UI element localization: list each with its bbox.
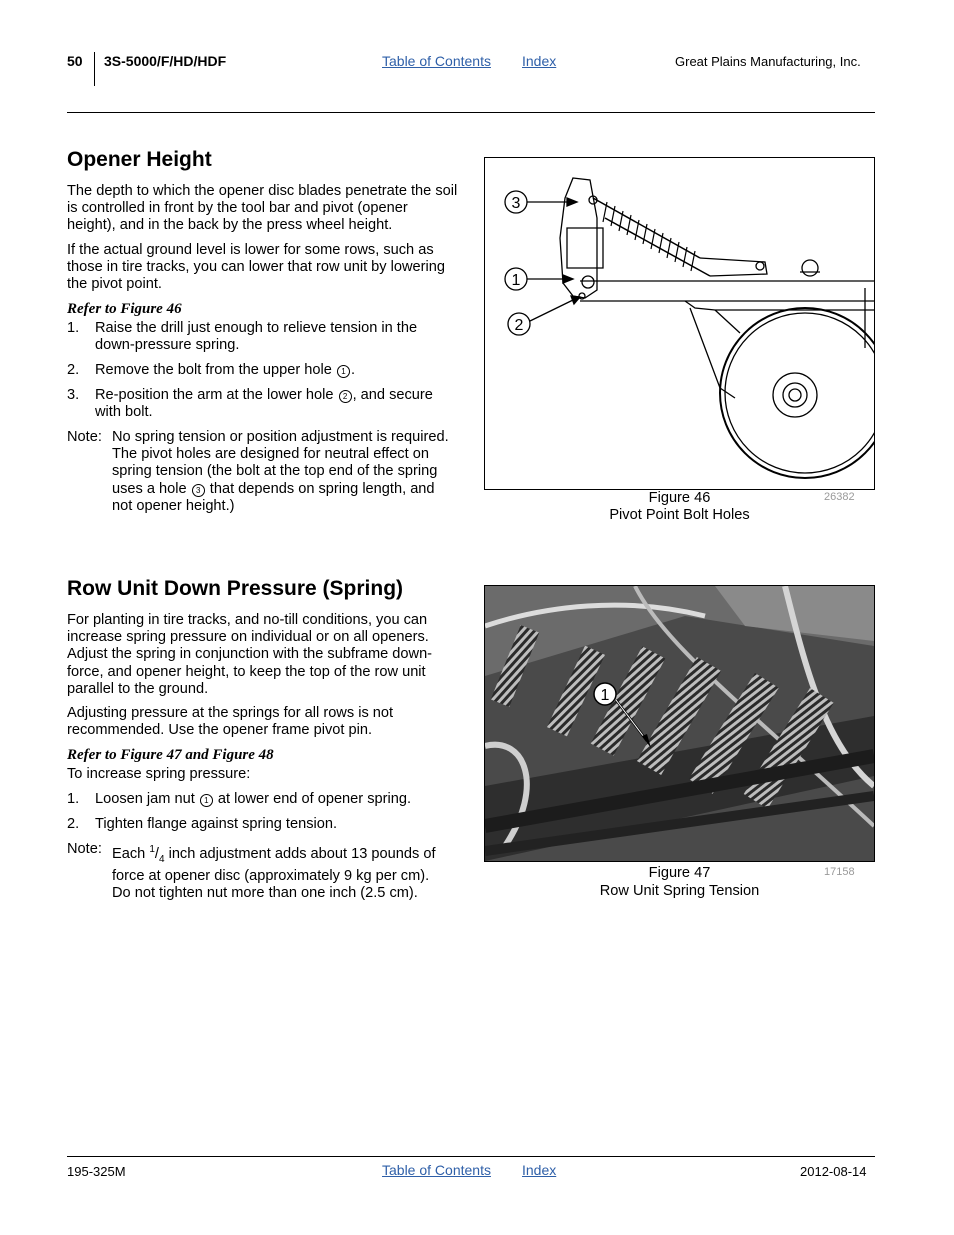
figure-46-id: 26382 [824, 491, 855, 503]
opener-height-paragraph-1: The depth to which the opener disc blades penetrate the soil is controlled in front by the tool bar and pivot (opener height), and in the back by the press wheel height. [67, 183, 458, 234]
figure-47-image [484, 585, 875, 862]
down-pressure-paragraph-2: Adjusting pressure at the springs for all rows is not recommended. Use the opener frame pivot pin. [67, 705, 394, 739]
header-index-link[interactable]: Index [522, 53, 557, 69]
note-label: Note: [67, 841, 102, 857]
step-number: 3. [67, 387, 80, 403]
step-number: 1. [67, 320, 80, 336]
note-text-post: that depends on spring length, and not opener height.) [112, 480, 435, 514]
callout-circle: 1 [200, 794, 213, 807]
step-number: 2. [67, 816, 80, 832]
step-text-pre: Remove the bolt from the upper hole [95, 362, 332, 378]
callout-circle: 2 [339, 390, 352, 403]
down-pressure-paragraph-1: For planting in tire tracks, and no-till conditions, you can increase spring pressure on individual or on all openers. Adjust the spring in conjunction with the subframe down-force, and opener height, to keep the top of the row unit parallel to the ground. [67, 612, 433, 697]
footer-toc-link[interactable]: Table of Contents [382, 1162, 491, 1178]
section-title-row-unit-down-pressure: Row Unit Down Pressure (Spring) [67, 577, 404, 600]
callout-circle: 3 [192, 484, 205, 497]
figure-47-caption-title: Row Unit Spring Tension [599, 883, 760, 899]
callout-circle: 1 [337, 365, 350, 378]
header-rule [67, 112, 875, 113]
step-text [95, 362, 457, 379]
note-line-1: inch adjustment adds about 13 pounds of [168, 845, 436, 862]
note-text-pre: No spring tension or position adjustment is required. The pivot holes are designed for neutral effect on spring tension (the bolt at the top end of the spring uses a hole [112, 429, 449, 497]
publication-date: 2012-08-14 [800, 1164, 867, 1179]
footer-rule [67, 1156, 875, 1157]
callout-1-label: 1 [511, 272, 521, 289]
step-text-post: , and secure with bolt. [95, 387, 433, 421]
company-name: Great Plains Manufacturing, Inc. [675, 54, 861, 69]
note-label: Note: [67, 429, 102, 445]
document-number: 195-325M [67, 1164, 126, 1179]
step-text: Tighten flange against spring tension. [95, 816, 338, 832]
pivot-point-illustration [485, 158, 874, 489]
refer-figure-46: Refer to Figure 46 [67, 301, 182, 317]
step-text: Raise the drill just enough to relieve tension in the down-pressure spring. [95, 320, 418, 354]
callout-2-label: 2 [514, 317, 524, 334]
figure-47-callout-label: 1 [600, 687, 610, 704]
header-divider [94, 52, 95, 86]
note-each: Each [112, 845, 146, 862]
step-number: 1. [67, 791, 80, 807]
step-number: 2. [67, 362, 80, 378]
fraction-denominator: 4 [158, 853, 165, 865]
opener-height-paragraph-2: If the actual ground level is lower for some rows, such as those in tire tracks, you can lower that row unit by lowering the pivot point. [67, 242, 445, 293]
increase-pressure-intro: To increase spring pressure: [67, 766, 251, 782]
footer-index-link[interactable]: Index [522, 1162, 557, 1178]
model-name: 3S-5000/F/HD/HDF [104, 53, 227, 69]
step-text [95, 791, 457, 808]
note-line-2: force at opener disc (approximately 9 kg per cm). [112, 867, 430, 884]
figure-47-caption-number: Figure 47 [648, 865, 711, 881]
page-number: 50 [67, 53, 83, 69]
note-text [112, 429, 457, 515]
figure-46-caption-title: Pivot Point Bolt Holes [609, 507, 750, 523]
note-line-3: Do not tighten nut more than one inch (2.5 cm). [112, 885, 418, 902]
figure-46-image [484, 157, 875, 490]
step-text-post: at lower end of opener spring. [217, 791, 412, 807]
step-text [95, 387, 457, 421]
step-text-pre: Re-position the arm at the lower hole [95, 387, 334, 403]
figure-46-caption-number: Figure 46 [648, 490, 711, 506]
fraction-numerator: 1 [149, 844, 155, 855]
step-text-post: . [350, 362, 356, 378]
note-text: Each $^1/_4$ inch adjustment adds about 13 pounds of force at opener disc (approximately 9 kg per cm). Do not tighten nut more than one inch (2.5 cm). [112, 844, 436, 902]
callout-3-label: 3 [511, 195, 521, 212]
header-toc-link[interactable]: Table of Contents [382, 53, 491, 69]
step-text-pre: Loosen jam nut [95, 791, 195, 807]
figure-47-id: 17158 [824, 866, 855, 878]
section-title-opener-height: Opener Height [67, 148, 212, 171]
row-unit-spring-photo [485, 586, 874, 861]
refer-figure-47-48: Refer to Figure 47 and Figure 48 [67, 747, 274, 763]
